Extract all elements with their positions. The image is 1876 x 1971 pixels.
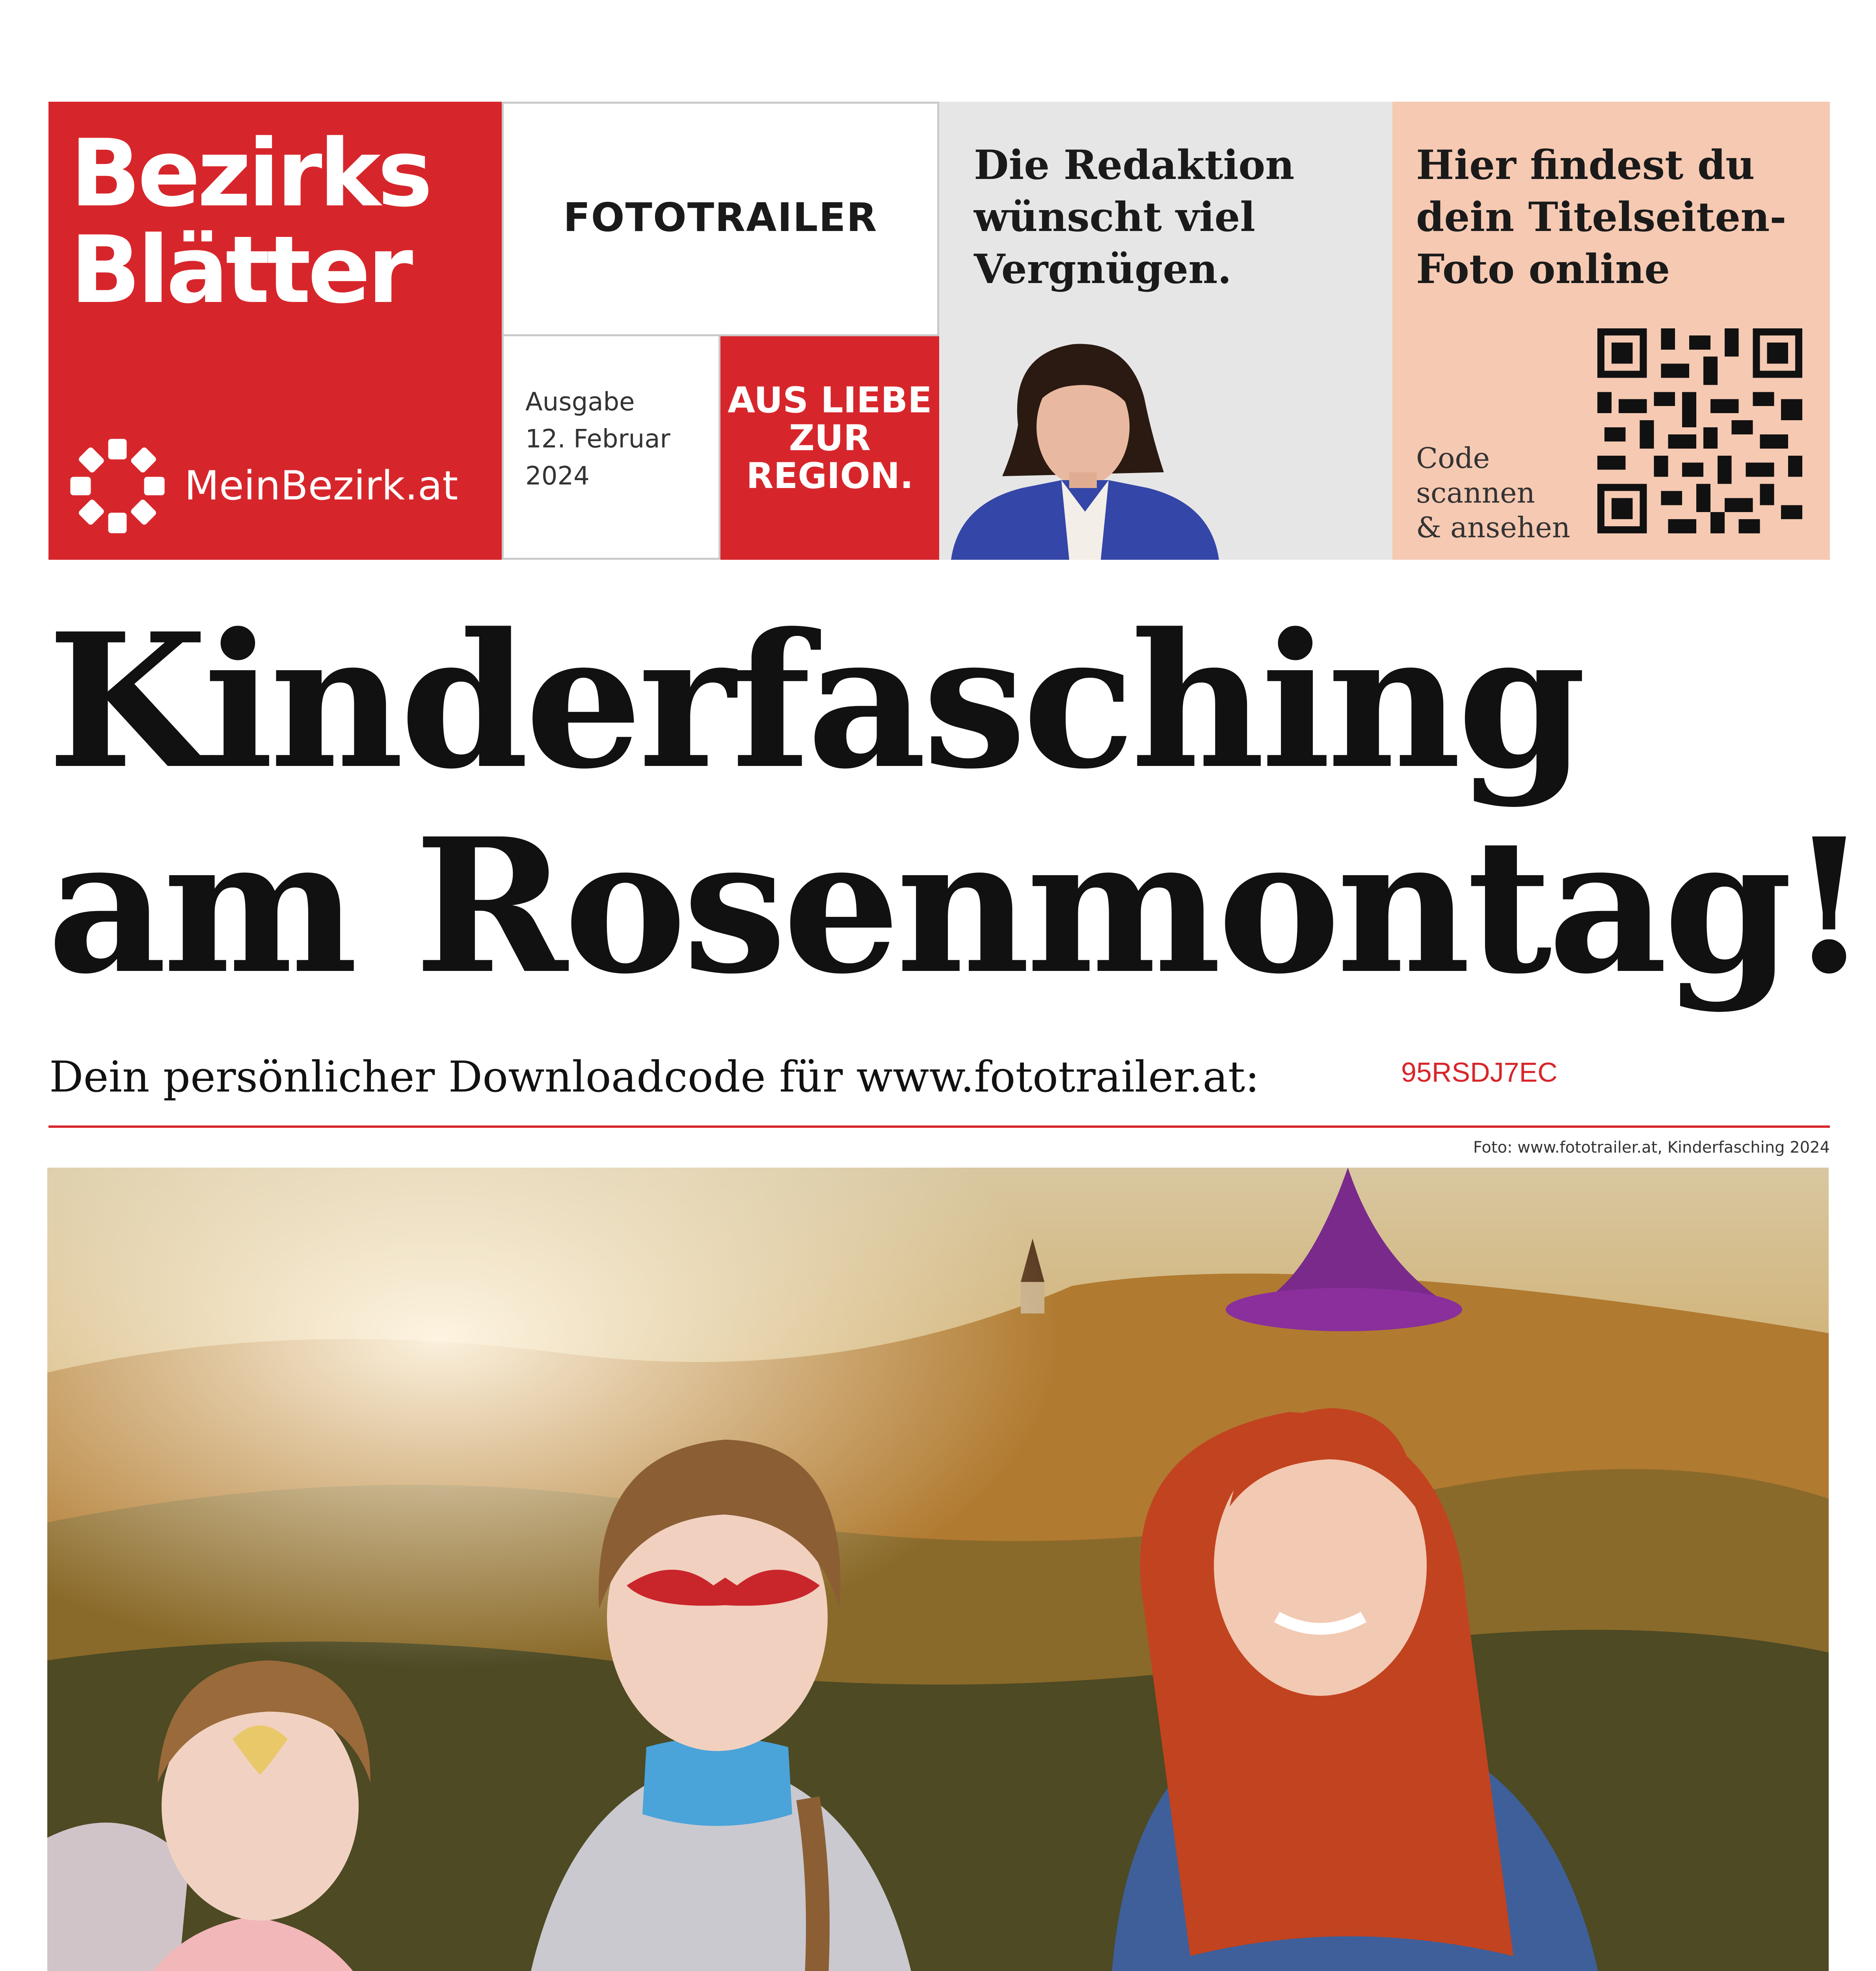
qr-cell (1392, 102, 1830, 560)
issue-cell (502, 336, 720, 560)
brand-title-line2: Blätter (70, 216, 410, 324)
brand-logo-text (70, 120, 430, 324)
slogan-line3: REGION. (746, 455, 914, 497)
cover-photo (47, 1168, 1829, 1971)
qr-line2: dein Titelseiten- (1416, 194, 1787, 241)
qr-hint (1416, 441, 1570, 545)
divider-line (48, 1125, 1830, 1128)
issue-date: 12. Februar (525, 425, 670, 454)
qr-hint-line3: & ansehen (1416, 511, 1571, 544)
qr-hint-line2: scannen (1416, 476, 1535, 509)
editorial-line3: Vergnügen. (974, 246, 1232, 293)
photo-credit: Foto: www.fototrailer.at, Kinderfasching 2024 (1473, 1138, 1830, 1157)
qr-hint-line1: Code (1416, 442, 1490, 475)
headline-line1: Kinderfasching (47, 593, 1582, 810)
download-label: Dein persönlicher Downloadcode für www.fototrailer.at: (49, 1053, 1260, 1102)
qr-promo-text (1416, 139, 1787, 295)
editorial-greeting (974, 139, 1294, 295)
issue-year: 2024 (525, 462, 590, 491)
sun-logo-icon (66, 435, 169, 537)
section-label-cell (502, 102, 939, 336)
slogan-line2: ZUR (789, 417, 871, 459)
slogan-cell (720, 336, 939, 560)
qr-line3: Foto online (1416, 246, 1670, 293)
slogan-line1: AUS LIEBE (728, 380, 932, 421)
download-code[interactable]: 95RSDJ7EC (1401, 1057, 1558, 1088)
section-label: FOTOTRAILER (563, 194, 878, 240)
qr-code-icon[interactable] (1597, 328, 1802, 533)
editorial-cell (939, 102, 1392, 560)
editor-portrait-image (943, 307, 1227, 560)
brand-url[interactable]: MeinBezirk.at (184, 462, 458, 509)
headline-line2: am Rosenmontag! (47, 798, 1866, 1015)
masthead (48, 102, 1830, 560)
brand-block (48, 102, 502, 560)
page-headline (47, 593, 1866, 1015)
editorial-line1: Die Redaktion (974, 142, 1295, 189)
cover-photo-image (47, 1168, 1829, 1971)
brand-title-line1: Bezirks (70, 120, 430, 227)
qr-line1: Hier findest du (1416, 142, 1755, 189)
editorial-line2: wünscht viel (974, 194, 1256, 241)
issue-label: Ausgabe (525, 387, 635, 417)
